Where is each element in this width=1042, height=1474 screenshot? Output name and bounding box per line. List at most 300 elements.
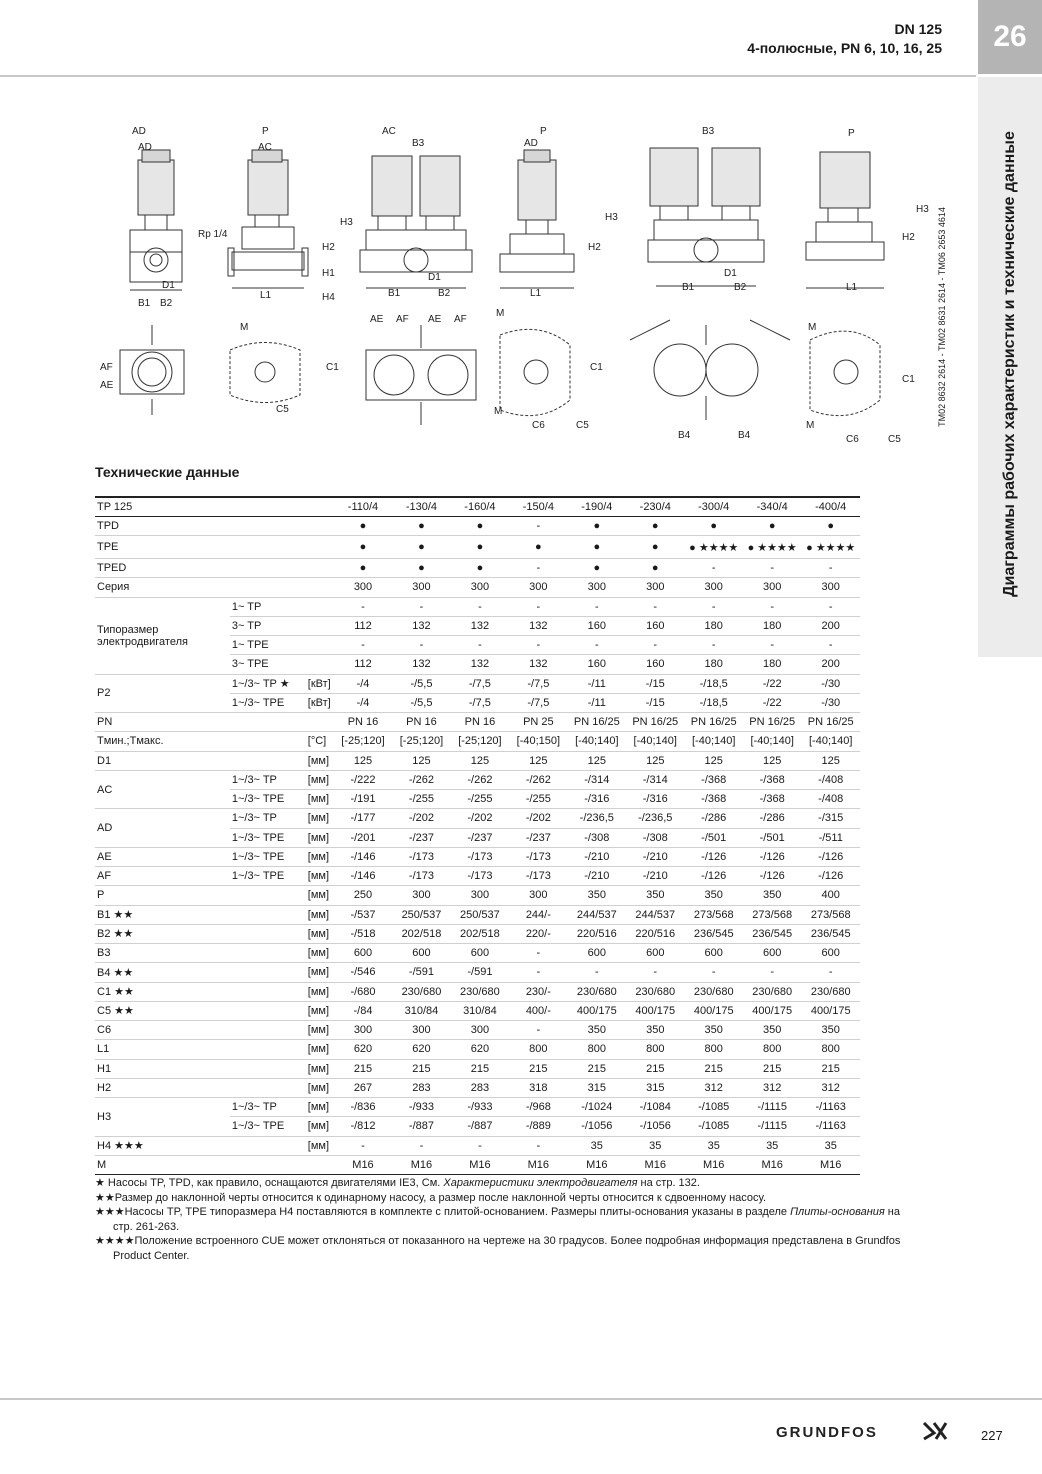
footer-divider bbox=[0, 1398, 1042, 1400]
table-cell: -/262 bbox=[451, 770, 509, 789]
page-header bbox=[747, 20, 942, 58]
table-cell: 244/537 bbox=[626, 905, 684, 924]
table-cell: ● ★★★★ bbox=[801, 536, 860, 559]
row-label bbox=[95, 674, 230, 713]
row-sublabel bbox=[230, 1001, 308, 1020]
table-cell: 220/516 bbox=[626, 924, 684, 943]
table-cell: -/591 bbox=[392, 963, 450, 982]
table-cell: -/1024 bbox=[568, 1098, 626, 1117]
label-D1-cue: D1 bbox=[724, 268, 737, 279]
label-AE-twin: AE bbox=[370, 314, 384, 325]
table-cell: -/501 bbox=[684, 828, 742, 847]
table-row bbox=[95, 1059, 860, 1078]
table-cell: 310/84 bbox=[451, 1001, 509, 1020]
table-header-cell: TP 125 bbox=[95, 497, 334, 516]
chapter-tab: 26 bbox=[978, 0, 1042, 74]
table-header-cell: -230/4 bbox=[626, 497, 684, 516]
drawing-top-view-6 bbox=[810, 331, 880, 416]
row-label-text: B4 ★★ bbox=[97, 966, 134, 979]
table-cell: - bbox=[334, 636, 392, 655]
table-cell: -/4 bbox=[334, 674, 392, 693]
table-cell: 600 bbox=[334, 944, 392, 963]
label-H2-3: H2 bbox=[902, 232, 915, 243]
row-sublabel: 3~ TPE bbox=[230, 655, 308, 674]
row-unit: [мм] bbox=[308, 1001, 334, 1020]
table-cell: -/408 bbox=[801, 770, 860, 789]
table-cell: - bbox=[568, 597, 626, 616]
label-B4: B4 bbox=[678, 430, 691, 441]
table-cell: -/933 bbox=[451, 1098, 509, 1117]
table-cell: -/202 bbox=[392, 809, 450, 828]
table-cell: PN 16/25 bbox=[743, 713, 801, 732]
row-unit: [мм] bbox=[308, 828, 334, 847]
table-cell: -/316 bbox=[568, 790, 626, 809]
label-Rp: Rp 1/4 bbox=[198, 229, 228, 240]
row-sublabel bbox=[230, 1021, 308, 1040]
row-label-text: TPE bbox=[97, 541, 119, 553]
table-cell: -/7,5 bbox=[509, 674, 567, 693]
table-cell: - bbox=[684, 963, 742, 982]
row-unit: [мм] bbox=[308, 847, 334, 866]
label-AD: AD bbox=[132, 126, 146, 137]
table-cell: 202/518 bbox=[451, 924, 509, 943]
row-label bbox=[95, 1001, 230, 1020]
table-cell: -/202 bbox=[451, 809, 509, 828]
row-label bbox=[95, 1059, 230, 1078]
table-cell: -/1056 bbox=[626, 1117, 684, 1136]
row-unit: [мм] bbox=[308, 809, 334, 828]
table-cell: 160 bbox=[626, 655, 684, 674]
table-cell: -/22 bbox=[743, 693, 801, 712]
dimension-drawings bbox=[90, 120, 930, 450]
footnote-tail: на стр. 132. bbox=[637, 1177, 700, 1189]
label-C1: C1 bbox=[326, 362, 339, 373]
table-cell: PN 16 bbox=[451, 713, 509, 732]
table-cell: - bbox=[684, 559, 742, 578]
table-cell: -/126 bbox=[801, 867, 860, 886]
row-label bbox=[95, 751, 230, 770]
spec-table-body bbox=[95, 497, 860, 1175]
drawing-top-view-1 bbox=[120, 325, 184, 415]
label-B1-cue: B1 bbox=[682, 282, 695, 293]
table-cell: -/18,5 bbox=[684, 674, 742, 693]
table-cell: 250 bbox=[334, 886, 392, 905]
table-cell: -/286 bbox=[684, 809, 742, 828]
table-cell: -/368 bbox=[684, 790, 742, 809]
table-cell: 620 bbox=[392, 1040, 450, 1059]
row-unit: [кВт] bbox=[308, 674, 334, 693]
footnote bbox=[95, 1176, 905, 1191]
table-header-cell: -400/4 bbox=[801, 497, 860, 516]
row-unit: [мм] bbox=[308, 1098, 334, 1117]
table-cell: -/22 bbox=[743, 674, 801, 693]
table-cell: 230/680 bbox=[626, 982, 684, 1001]
row-label bbox=[95, 867, 230, 886]
table-cell: 200 bbox=[801, 655, 860, 674]
label-AF-twin-2: AF bbox=[454, 314, 467, 325]
row-unit: [мм] bbox=[308, 982, 334, 1001]
footnote-text: Положение встроенного CUE может отклоняться от показанного на чертеже на 30 градусов. Более подробная информация представлена в Grundfos Product Center. bbox=[113, 1235, 901, 1262]
table-cell: -/314 bbox=[626, 770, 684, 789]
table-cell: 132 bbox=[509, 616, 567, 635]
table-cell: 160 bbox=[626, 616, 684, 635]
table-cell: 35 bbox=[626, 1136, 684, 1155]
table-cell: - bbox=[392, 597, 450, 616]
label-M-4: M bbox=[808, 322, 817, 333]
table-row bbox=[95, 578, 860, 597]
label-C5: C5 bbox=[276, 404, 289, 415]
row-label bbox=[95, 1021, 230, 1040]
table-cell: 283 bbox=[451, 1078, 509, 1097]
row-sublabel: 1~/3~ TPE bbox=[230, 867, 308, 886]
table-cell: -/173 bbox=[451, 867, 509, 886]
table-cell: - bbox=[684, 597, 742, 616]
drawing-twin-front bbox=[360, 156, 472, 288]
table-cell: 350 bbox=[684, 1021, 742, 1040]
row-label bbox=[95, 963, 230, 982]
table-cell: 215 bbox=[568, 1059, 626, 1078]
table-cell: 312 bbox=[743, 1078, 801, 1097]
row-unit: [мм] bbox=[308, 1021, 334, 1040]
table-cell: -/308 bbox=[568, 828, 626, 847]
label-H2: H2 bbox=[322, 242, 335, 253]
table-cell: 318 bbox=[509, 1078, 567, 1097]
table-cell: 230/680 bbox=[801, 982, 860, 1001]
table-cell: -/314 bbox=[568, 770, 626, 789]
table-row bbox=[95, 674, 860, 693]
row-label bbox=[95, 516, 230, 535]
table-cell: 600 bbox=[743, 944, 801, 963]
table-row bbox=[95, 944, 860, 963]
table-cell: 800 bbox=[743, 1040, 801, 1059]
row-label-text: D1 bbox=[97, 754, 112, 767]
table-cell: -/836 bbox=[334, 1098, 392, 1117]
row-label-text: H3 bbox=[97, 1110, 112, 1123]
table-cell: M16 bbox=[568, 1155, 626, 1174]
table-row bbox=[95, 536, 860, 559]
table-cell: -/255 bbox=[509, 790, 567, 809]
header-divider bbox=[0, 75, 976, 77]
label-B1: B1 bbox=[138, 298, 151, 309]
table-header-cell: -110/4 bbox=[334, 497, 392, 516]
row-sublabel bbox=[230, 905, 308, 924]
table-cell: -/173 bbox=[509, 847, 567, 866]
table-cell: 300 bbox=[334, 578, 392, 597]
table-cell: -/1085 bbox=[684, 1098, 742, 1117]
table-cell: -/262 bbox=[509, 770, 567, 789]
table-cell: M16 bbox=[334, 1155, 392, 1174]
row-unit: [мм] bbox=[308, 790, 334, 809]
table-cell: -/887 bbox=[392, 1117, 450, 1136]
table-cell: 35 bbox=[743, 1136, 801, 1155]
label-AF: AF bbox=[100, 362, 113, 373]
row-label-text: H1 bbox=[97, 1062, 112, 1075]
drawing-single-cue bbox=[806, 152, 884, 288]
table-cell: 800 bbox=[626, 1040, 684, 1059]
table-cell: -/177 bbox=[334, 809, 392, 828]
table-cell: -/210 bbox=[568, 867, 626, 886]
label-AD-2: AD bbox=[138, 142, 152, 153]
table-cell: -/368 bbox=[743, 770, 801, 789]
table-cell: 125 bbox=[334, 751, 392, 770]
row-label bbox=[95, 713, 230, 732]
footnote-mark: ★ bbox=[95, 1177, 105, 1189]
table-cell: ● bbox=[451, 516, 509, 535]
table-cell: -/237 bbox=[392, 828, 450, 847]
table-cell: 350 bbox=[568, 1021, 626, 1040]
spec-table bbox=[95, 496, 860, 1175]
row-label-text: H2 bbox=[97, 1081, 112, 1094]
table-cell: 215 bbox=[626, 1059, 684, 1078]
table-cell: PN 25 bbox=[509, 713, 567, 732]
label-P: P bbox=[262, 126, 269, 137]
grundfos-mark-icon bbox=[922, 1421, 948, 1441]
table-cell: 125 bbox=[743, 751, 801, 770]
table-row bbox=[95, 516, 860, 535]
table-cell: -/812 bbox=[334, 1117, 392, 1136]
row-unit: [°C] bbox=[308, 732, 334, 751]
row-unit: [мм] bbox=[308, 886, 334, 905]
table-cell: 350 bbox=[568, 886, 626, 905]
label-B2-twin: B2 bbox=[438, 288, 451, 299]
table-cell: 312 bbox=[684, 1078, 742, 1097]
table-cell: 215 bbox=[451, 1059, 509, 1078]
table-cell: 300 bbox=[568, 578, 626, 597]
table-cell: -/236,5 bbox=[568, 809, 626, 828]
table-row bbox=[95, 867, 860, 886]
table-cell: ● bbox=[626, 559, 684, 578]
row-sublabel bbox=[230, 963, 308, 982]
table-cell: 215 bbox=[743, 1059, 801, 1078]
row-unit: [мм] bbox=[308, 963, 334, 982]
table-cell: -/255 bbox=[451, 790, 509, 809]
table-cell: ● bbox=[509, 536, 567, 559]
table-cell: ● bbox=[334, 516, 392, 535]
table-cell: 300 bbox=[684, 578, 742, 597]
row-label-text: AD bbox=[97, 822, 113, 834]
table-header-cell: -190/4 bbox=[568, 497, 626, 516]
label-AE: AE bbox=[100, 380, 114, 391]
row-label-text: B1 ★★ bbox=[97, 909, 134, 922]
row-unit bbox=[308, 1155, 334, 1174]
table-cell: ● bbox=[568, 516, 626, 535]
table-cell: 620 bbox=[451, 1040, 509, 1059]
table-cell: PN 16/25 bbox=[626, 713, 684, 732]
table-cell: 230/680 bbox=[743, 982, 801, 1001]
table-cell: M16 bbox=[801, 1155, 860, 1174]
table-cell: [-40;140] bbox=[801, 732, 860, 751]
table-row bbox=[95, 770, 860, 789]
row-sublabel bbox=[230, 1136, 308, 1155]
table-cell: 350 bbox=[684, 886, 742, 905]
row-label bbox=[95, 847, 230, 866]
pump-drawings-svg bbox=[90, 120, 930, 450]
row-label-text: P bbox=[97, 889, 105, 902]
row-sublabel: 1~/3~ TPE bbox=[230, 693, 308, 712]
table-cell: 132 bbox=[392, 616, 450, 635]
table-cell: -/408 bbox=[801, 790, 860, 809]
table-cell: ● bbox=[743, 516, 801, 535]
drawing-single-front bbox=[228, 150, 308, 288]
table-cell: -/368 bbox=[684, 770, 742, 789]
table-cell: PN 16 bbox=[334, 713, 392, 732]
table-cell: -/1084 bbox=[626, 1098, 684, 1117]
table-cell: 35 bbox=[684, 1136, 742, 1155]
row-unit: [мм] bbox=[308, 770, 334, 789]
table-cell: M16 bbox=[509, 1155, 567, 1174]
table-cell: 300 bbox=[392, 1021, 450, 1040]
row-sublabel bbox=[230, 559, 308, 578]
table-cell: 180 bbox=[743, 616, 801, 635]
label-B4-2: B4 bbox=[738, 430, 751, 441]
table-cell: M16 bbox=[684, 1155, 742, 1174]
table-cell: - bbox=[801, 963, 860, 982]
row-label-text: C6 bbox=[97, 1024, 112, 1037]
table-cell: - bbox=[334, 597, 392, 616]
table-cell: -/173 bbox=[392, 847, 450, 866]
table-cell: 273/568 bbox=[684, 905, 742, 924]
label-C1-3: C1 bbox=[902, 374, 915, 385]
drawing-top-view-4 bbox=[500, 329, 570, 415]
table-cell: -/126 bbox=[684, 847, 742, 866]
row-sublabel: 1~/3~ TPE bbox=[230, 790, 308, 809]
table-cell: 600 bbox=[801, 944, 860, 963]
table-cell: -/126 bbox=[743, 847, 801, 866]
table-cell: PN 16/25 bbox=[568, 713, 626, 732]
table-cell: 400/- bbox=[509, 1001, 567, 1020]
table-cell: 180 bbox=[743, 655, 801, 674]
table-cell: 236/545 bbox=[743, 924, 801, 943]
table-cell: 125 bbox=[626, 751, 684, 770]
table-cell: 125 bbox=[451, 751, 509, 770]
table-cell: -/546 bbox=[334, 963, 392, 982]
table-cell: -/126 bbox=[801, 847, 860, 866]
row-label bbox=[95, 536, 230, 559]
table-cell: -/316 bbox=[626, 790, 684, 809]
table-cell: -/173 bbox=[392, 867, 450, 886]
brand-logo: GRUNDFOS bbox=[776, 1424, 878, 1441]
table-header-row bbox=[95, 497, 860, 516]
table-cell: -/4 bbox=[334, 693, 392, 712]
table-cell: [-40;150] bbox=[509, 732, 567, 751]
row-sublabel: 1~/3~ TP bbox=[230, 809, 308, 828]
figure-references: TM02 8632 2614 - TM02 8631 2614 - TM06 2653 4614 bbox=[937, 207, 947, 427]
row-unit bbox=[308, 655, 334, 674]
label-AE-twin-2: AE bbox=[428, 314, 442, 325]
row-label-text: TPED bbox=[97, 562, 127, 575]
row-label-text: AE bbox=[97, 850, 112, 863]
row-label bbox=[95, 1136, 230, 1155]
table-cell: - bbox=[509, 597, 567, 616]
row-unit bbox=[308, 713, 334, 732]
label-P-2: P bbox=[540, 126, 547, 137]
row-unit: [мм] bbox=[308, 1040, 334, 1059]
table-cell: - bbox=[743, 636, 801, 655]
row-sublabel bbox=[230, 578, 308, 597]
table-cell: 600 bbox=[626, 944, 684, 963]
row-label-text: L1 bbox=[97, 1043, 110, 1056]
label-H3-3: H3 bbox=[916, 204, 929, 215]
table-cell: ● bbox=[451, 559, 509, 578]
row-label-text: B3 bbox=[97, 947, 111, 960]
table-cell: -/237 bbox=[509, 828, 567, 847]
row-label bbox=[95, 944, 230, 963]
table-cell: 125 bbox=[392, 751, 450, 770]
table-cell: 300 bbox=[392, 578, 450, 597]
row-sublabel bbox=[230, 1059, 308, 1078]
table-cell: - bbox=[334, 1136, 392, 1155]
table-cell: [-40;140] bbox=[626, 732, 684, 751]
row-sublabel bbox=[230, 982, 308, 1001]
drawing-twin-cue bbox=[648, 148, 764, 286]
page-number: 227 bbox=[981, 1428, 1003, 1443]
table-row bbox=[95, 982, 860, 1001]
table-cell: -/1115 bbox=[743, 1117, 801, 1136]
table-cell: -/933 bbox=[392, 1098, 450, 1117]
row-unit: [мм] bbox=[308, 905, 334, 924]
label-H4: H4 bbox=[322, 292, 335, 303]
row-label bbox=[95, 578, 230, 597]
table-cell: -/202 bbox=[509, 809, 567, 828]
table-row bbox=[95, 963, 860, 982]
drawing-top-view-5 bbox=[630, 320, 790, 420]
row-sublabel: 1~/3~ TPE bbox=[230, 847, 308, 866]
table-cell: 132 bbox=[392, 655, 450, 674]
table-cell: - bbox=[451, 597, 509, 616]
table-cell: 112 bbox=[334, 655, 392, 674]
label-D1: D1 bbox=[162, 280, 175, 291]
table-cell: -/11 bbox=[568, 674, 626, 693]
footnote-emphasis: Характеристики электродвигателя bbox=[443, 1177, 638, 1189]
table-cell: 160 bbox=[568, 616, 626, 635]
table-cell: 600 bbox=[568, 944, 626, 963]
row-label-text: Серия bbox=[97, 581, 130, 594]
footnote-mark: ★★ bbox=[95, 1191, 115, 1204]
table-cell: 800 bbox=[509, 1040, 567, 1059]
table-cell: - bbox=[568, 963, 626, 982]
row-unit bbox=[308, 616, 334, 635]
row-label-text: AC bbox=[97, 783, 113, 796]
row-sublabel bbox=[230, 516, 308, 535]
label-AF-twin: AF bbox=[396, 314, 409, 325]
table-cell: - bbox=[451, 1136, 509, 1155]
table-cell: [-40;140] bbox=[743, 732, 801, 751]
table-cell: -/15 bbox=[626, 693, 684, 712]
table-cell: -/680 bbox=[334, 982, 392, 1001]
label-H1: H1 bbox=[322, 268, 335, 279]
row-unit: [мм] bbox=[308, 1117, 334, 1136]
table-cell: [-40;140] bbox=[568, 732, 626, 751]
row-sublabel bbox=[230, 1078, 308, 1097]
table-cell: -/511 bbox=[801, 828, 860, 847]
table-cell: 220/- bbox=[509, 924, 567, 943]
table-cell: 215 bbox=[392, 1059, 450, 1078]
table-cell: -/5,5 bbox=[392, 674, 450, 693]
table-cell: 230/- bbox=[509, 982, 567, 1001]
table-row bbox=[95, 886, 860, 905]
table-cell: 283 bbox=[392, 1078, 450, 1097]
table-cell: 230/680 bbox=[392, 982, 450, 1001]
table-cell: - bbox=[743, 963, 801, 982]
table-cell: 300 bbox=[334, 1021, 392, 1040]
table-cell: -/308 bbox=[626, 828, 684, 847]
row-label-text: AF bbox=[97, 870, 112, 883]
table-cell: 125 bbox=[684, 751, 742, 770]
table-cell: -/1163 bbox=[801, 1098, 860, 1117]
table-cell: - bbox=[684, 636, 742, 655]
row-sublabel: 1~/3~ TPE bbox=[230, 1117, 308, 1136]
table-cell: -/30 bbox=[801, 693, 860, 712]
